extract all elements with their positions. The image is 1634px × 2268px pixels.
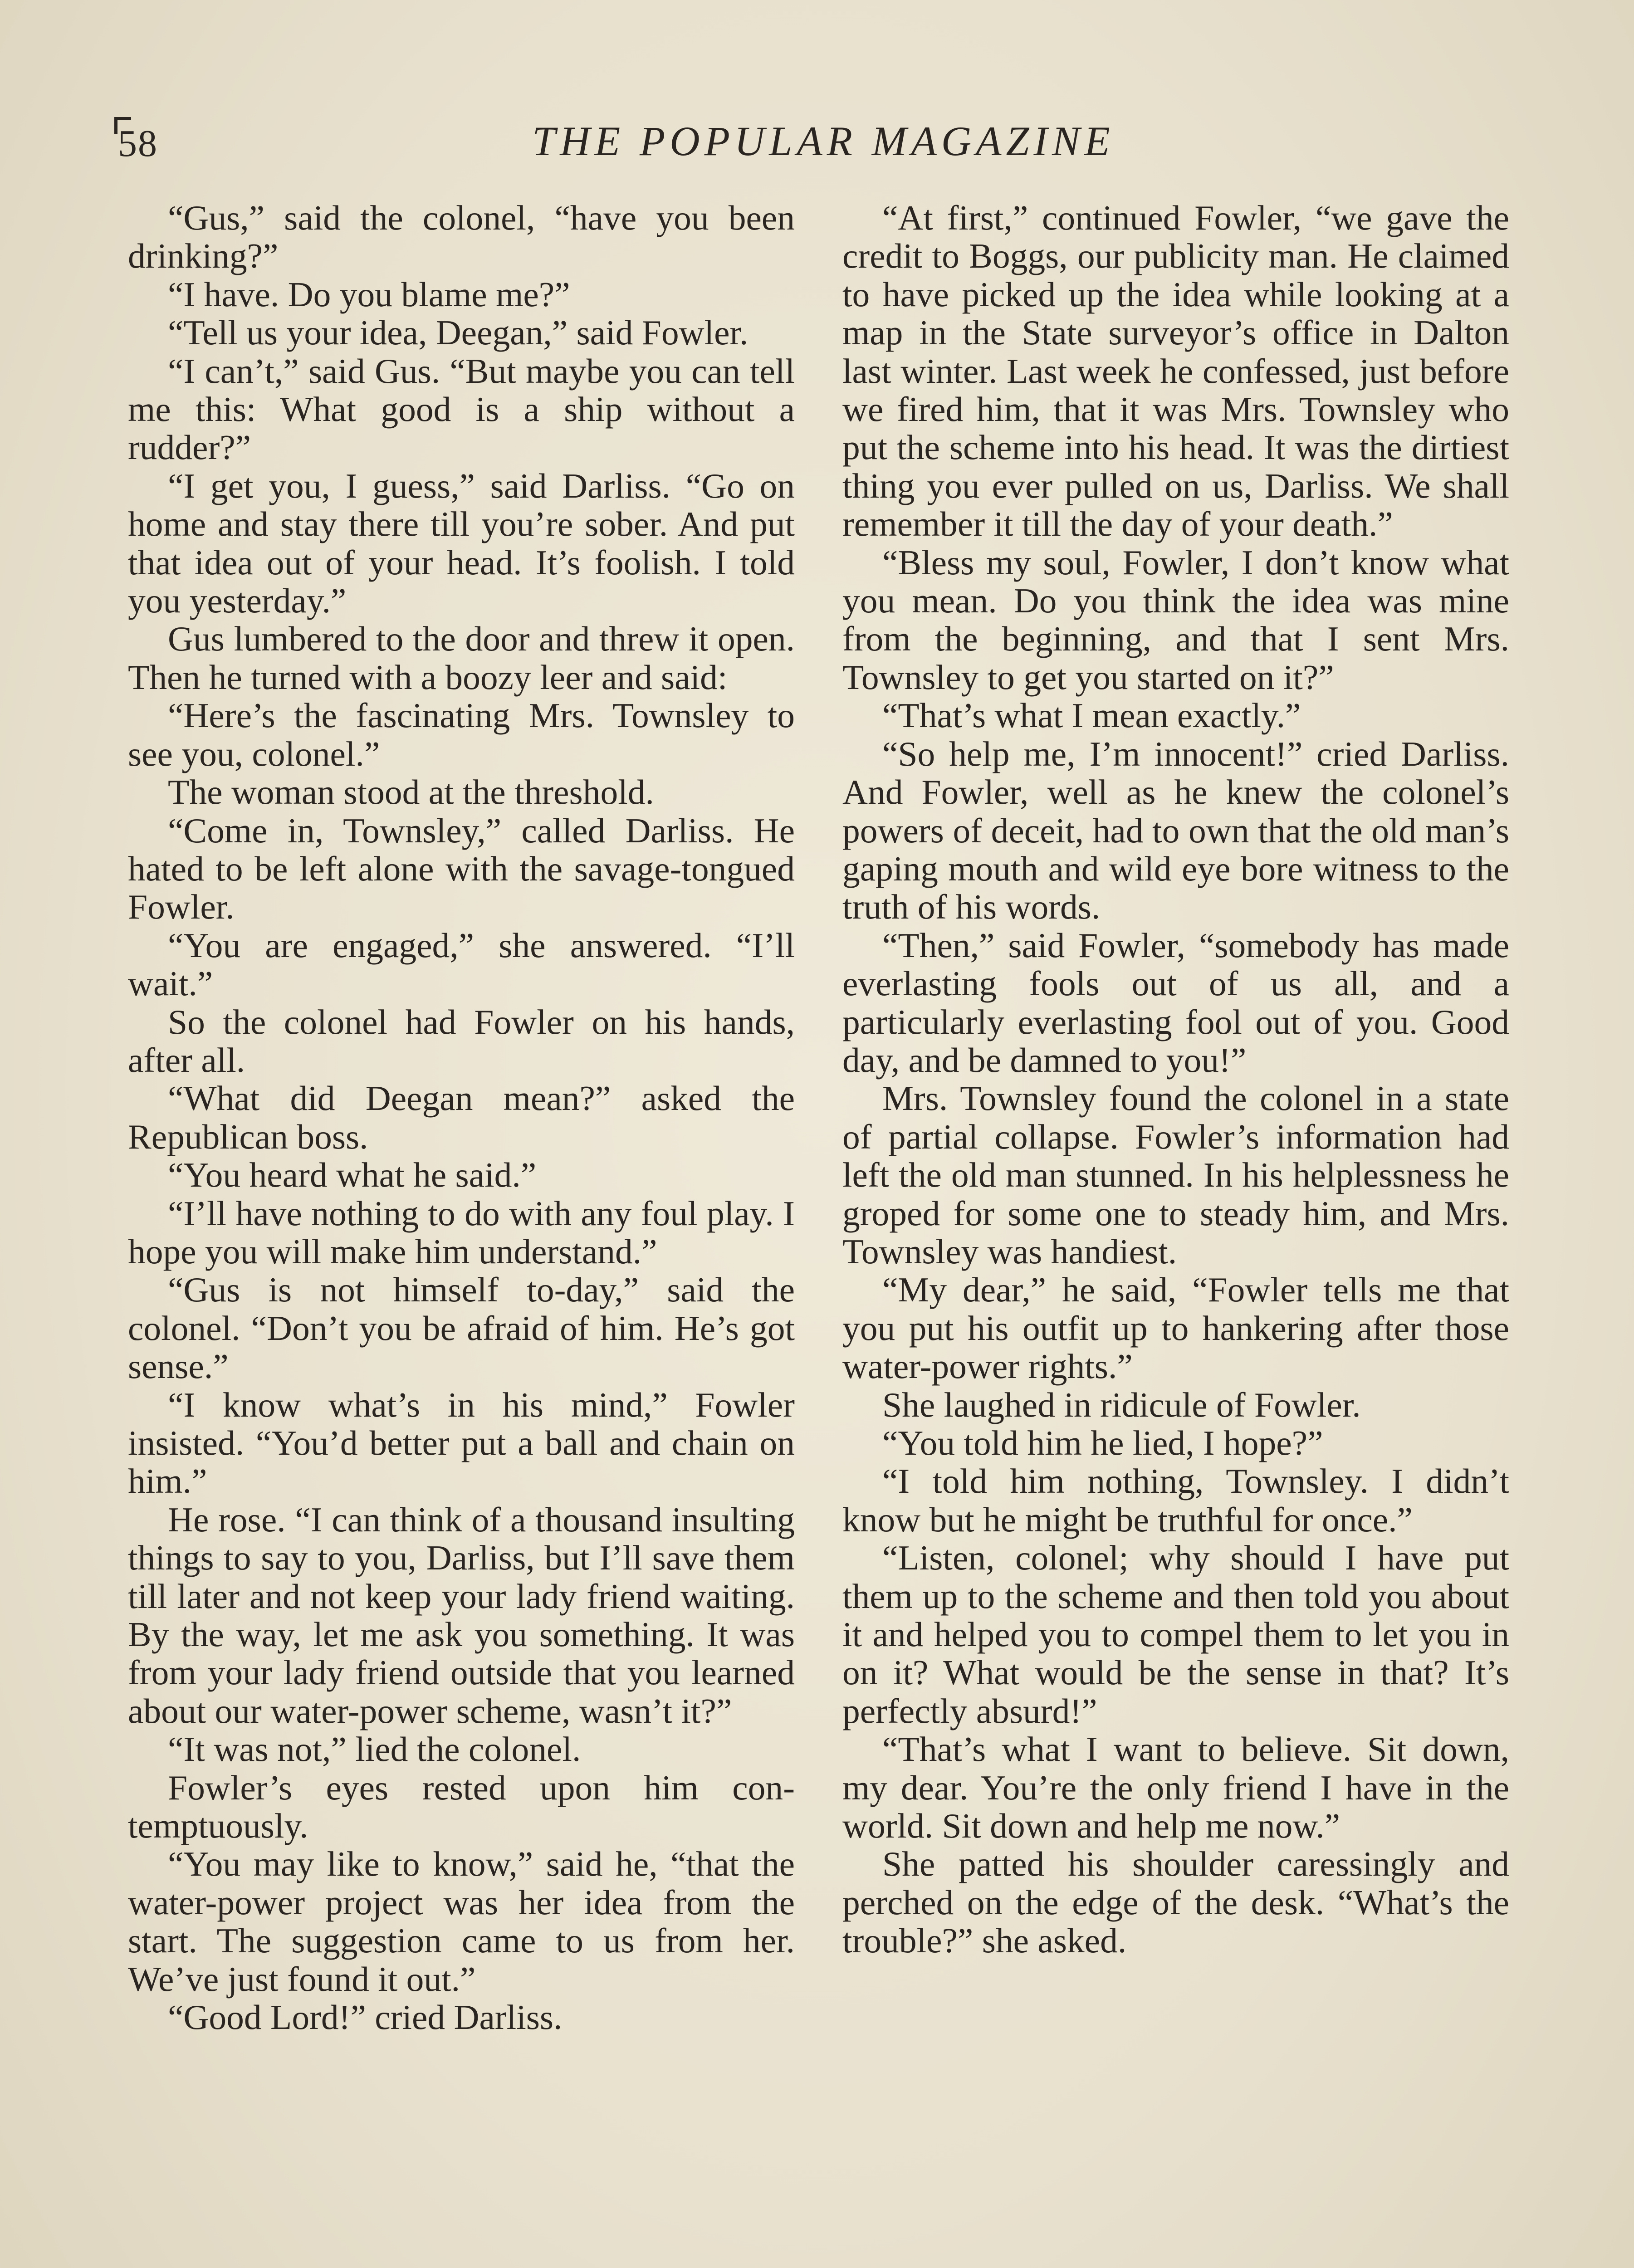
paragraph: “Bless my soul, Fowler, I don’t know what you mean. Do you think the idea was mine from the beginning, and that I sent Mrs. Townsley to get you started on it?” bbox=[842, 543, 1509, 697]
paragraph: “I’ll have nothing to do with any foul play. I hope you will make him understand.” bbox=[128, 1193, 795, 1271]
paragraph: “You may like to know,” said he, “that the water-power project was her idea from the start. The suggestion came to us from her. We’ve just found it out.” bbox=[128, 1844, 795, 1999]
left-text-column bbox=[128, 199, 795, 2037]
paragraph: “Here’s the fascinating Mrs. Townsley to see you, colonel.” bbox=[128, 696, 795, 773]
paragraph: “You heard what he said.” bbox=[168, 1155, 537, 1195]
paragraph: She laughed in ridicule of Fowler. bbox=[882, 1385, 1361, 1424]
paragraph: “I know what’s in his mind,” Fowler insisted. “You’d better put a ball and chain on him.” bbox=[128, 1385, 795, 1501]
paragraph: “I told him nothing, Townsley. I didn’t know but he might be truthful for once.” bbox=[842, 1461, 1509, 1539]
paragraph: “My dear,” he said, “Fowler tells me that you put his outfit up to hankering after those water-power rights.” bbox=[842, 1270, 1509, 1386]
right-text-column bbox=[842, 199, 1509, 1960]
paragraph: “I get you, I guess,” said Darliss. “Go on home and stay there till you’re sober. And put that idea out of your head. It’s foolish. I told you yesterday.” bbox=[128, 466, 795, 621]
paragraph: The woman stood at the threshold. bbox=[168, 772, 654, 812]
magazine-title: THE POPULAR MAGAZINE bbox=[532, 118, 1115, 164]
paragraph: “Then,” said Fowler, “somebody has made everlasting fools out of us all, and a particularly everlasting fool out of you. Good day, and be damned to you!” bbox=[842, 925, 1509, 1080]
paragraph: So the colonel had Fowler on his hands, after all. bbox=[128, 1002, 795, 1080]
paragraph: “That’s what I want to believe. Sit down, my dear. You’re the only friend I have in the world. Sit down and help me now.” bbox=[842, 1730, 1509, 1846]
paragraph: “I have. Do you blame me?” bbox=[168, 274, 570, 314]
paragraph: “Listen, colonel; why should I have put them up to the scheme and then told you about it and helped you to compel them to let you in on it? What would be the sense in that? It’s perfectly absurd!” bbox=[842, 1538, 1509, 1730]
page-number: 58 bbox=[118, 122, 158, 165]
paragraph: Fowler’s eyes rested upon him contemptuously. bbox=[128, 1768, 795, 1846]
paragraph: “You are engaged,” she answered. “I’ll wait.” bbox=[128, 925, 795, 1003]
paragraph: “So help me, I’m innocent!” cried Darliss. And Fowler, well as he knew the colonel’s powers of deceit, had to own that the old man’s gaping mouth and wild eye bore witness to the truth of his words. bbox=[842, 734, 1509, 927]
paragraph: “At first,” continued Fowler, “we gave the credit to Boggs, our publicity man. He claimed to have picked up the idea while looking at a map in the State surveyor’s office in Dalton last winter. Last week he confessed, just before we fired him, that it was Mrs. Townsley who put the scheme into his head. It was the dirtiest thing you ever pulled on us, Darliss. We shall remember it till the day of your death.” bbox=[842, 198, 1509, 544]
paragraph: “What did Deegan mean?” asked the Republican boss. bbox=[128, 1079, 795, 1156]
paragraph: “Come in, Townsley,” called Darliss. He hated to be left alone with the savage-tongued Fowler. bbox=[128, 811, 795, 927]
paragraph: “I can’t,” said Gus. “But maybe you can tell me this: What good is a ship without a rudder?” bbox=[128, 351, 795, 467]
paragraph: “You told him he lied, I hope?” bbox=[882, 1423, 1323, 1462]
paragraph: “Gus,” said the colonel, “have you been drinking?” bbox=[128, 198, 795, 276]
paragraph: He rose. “I can think of a thousand insulting things to say to you, Darliss, but I’ll save them till later and not keep your lady friend waiting. By the way, let me ask you something. It was from your lady friend outside that you learned about our water-power scheme, wasn’t it?” bbox=[128, 1500, 795, 1730]
page-header bbox=[118, 117, 1529, 171]
paragraph: Gus lumbered to the door and threw it open. Then he turned with a boozy leer and said: bbox=[128, 619, 795, 697]
paragraph: “Gus is not himself to-day,” said the colonel. “Don’t you be afraid of him. He’s got sense.” bbox=[128, 1270, 795, 1386]
paragraph: “Tell us your idea, Deegan,” said Fowler. bbox=[168, 313, 749, 352]
paragraph: “It was not,” lied the colonel. bbox=[168, 1730, 581, 1769]
paragraph: She patted his shoulder caressingly and perched on the edge of the desk. “What’s the trouble?” she asked. bbox=[842, 1844, 1509, 1960]
paragraph: “That’s what I mean exactly.” bbox=[882, 696, 1301, 735]
paragraph: Mrs. Townsley found the colonel in a state of partial collapse. Fowler’s information had left the old man stunned. In his helplessness he groped for some one to steady him, and Mrs. Townsley was handiest. bbox=[842, 1079, 1509, 1271]
paragraph: “Good Lord!” cried Darliss. bbox=[168, 1998, 563, 2037]
